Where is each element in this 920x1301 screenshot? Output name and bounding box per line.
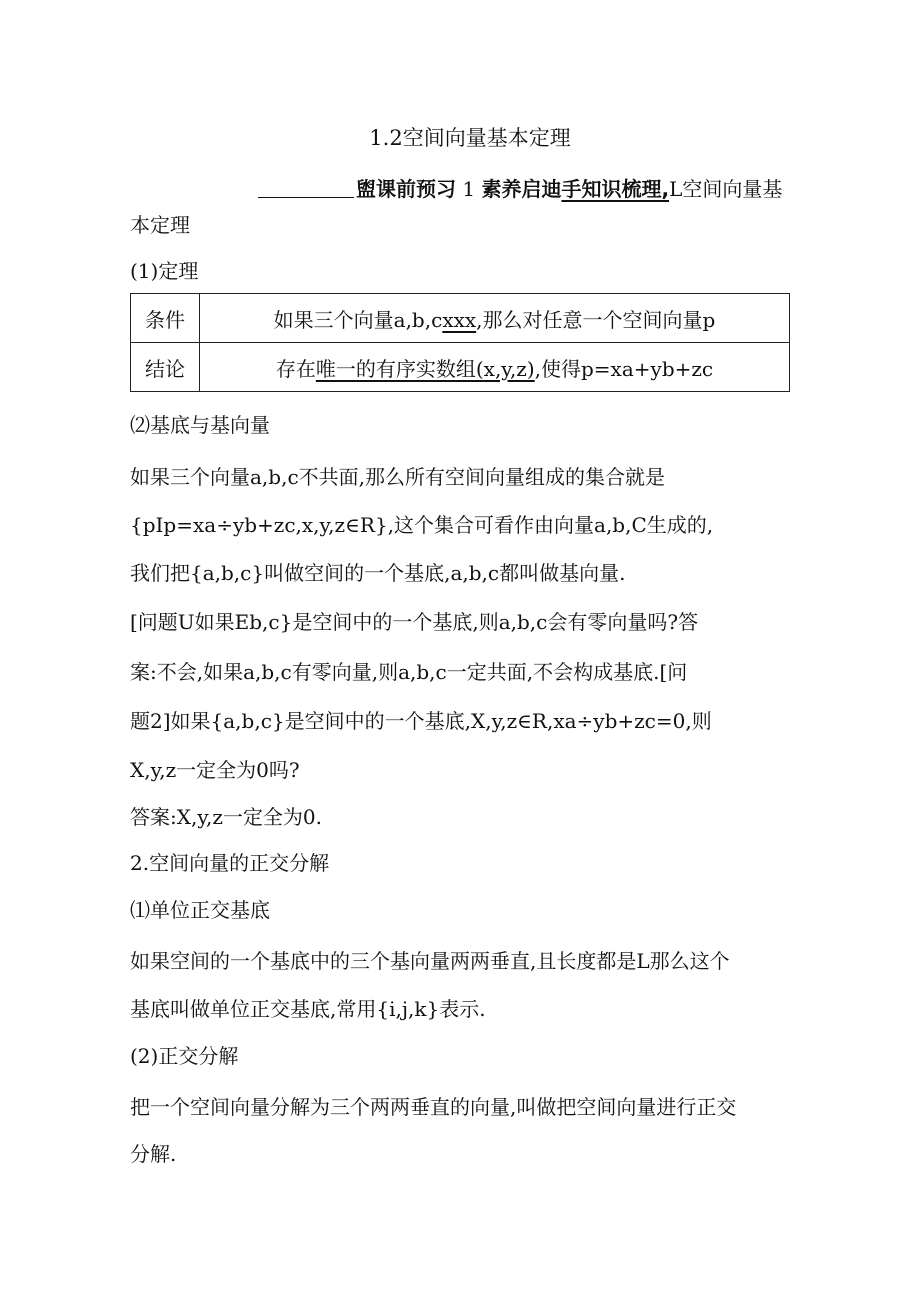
banner-section-start: L空间向量基 [669,177,783,201]
row-value-conclusion: 存在唯一的有序实数组(x,y,z),使得p=xa+yb+zc [200,343,790,392]
page-title: 1.2空间向量基本定理 [369,126,571,150]
subheading-orthogonal: (2)正交分解 [130,1044,239,1068]
subheading-unit-basis: ⑴单位正交基底 [130,898,270,922]
section1-continuation: 本定理 [130,213,190,237]
blank-line [258,177,354,198]
question-line: 案:不会,如果a,b,c有零向量,则a,b,c一定共面,不会构成基底.[问 [130,660,688,684]
answer-line: 答案:X,y,z一定全为0. [130,805,322,829]
paragraph-line: 如果空间的一个基底中的三个基向量两两垂直,且长度都是L那么这个 [130,949,730,973]
question-line: 题2]如果{a,b,c}是空间中的一个基底,X,y,z∈R,xa÷yb+zc=0,则 [130,709,712,733]
table-row [131,294,790,343]
row-key-conclusion: 结论 [131,343,200,392]
question-line: [问题U如果Eb,c}是空间中的一个基底,则a,b,c会有零向量吗?答 [130,610,699,634]
banner-number: 1 [462,177,476,201]
row-value-condition: 如果三个向量a,b,cxxx,那么对任意一个空间向量p [200,294,790,343]
theorem-table [130,293,790,392]
paragraph-line: {pIp=xa÷yb+zc,x,y,z∈R},这个集合可看作由向量a,b,C生成的, [130,513,714,537]
paragraph-line: 基底叫做单位正交基底,常用{i,j,k}表示. [130,997,486,1021]
banner-preview: 盥课前预习 [356,177,456,201]
section-banner [258,176,782,202]
paragraph-line: 我们把{a,b,c}叫做空间的一个基底,a,b,c都叫做基向量. [130,561,626,585]
paragraph-line: 分解. [130,1142,177,1166]
banner-inspire: 素养启迪 [481,177,562,201]
table-row [131,343,790,392]
row-key-condition: 条件 [131,294,200,343]
subheading-theorem: (1)定理 [130,259,199,283]
question-line: X,y,z一定全为0吗? [130,758,300,782]
section2-heading: 2.空间向量的正交分解 [130,851,330,875]
subheading-basis: ⑵基底与基向量 [130,413,270,437]
banner-knowledge: 手知识梳理, [561,177,670,201]
paragraph-line: 把一个空间向量分解为三个两两垂直的向量,叫做把空间向量进行正交 [130,1095,737,1119]
paragraph-line: 如果三个向量a,b,c不共面,那么所有空间向量组成的集合就是 [130,465,665,489]
